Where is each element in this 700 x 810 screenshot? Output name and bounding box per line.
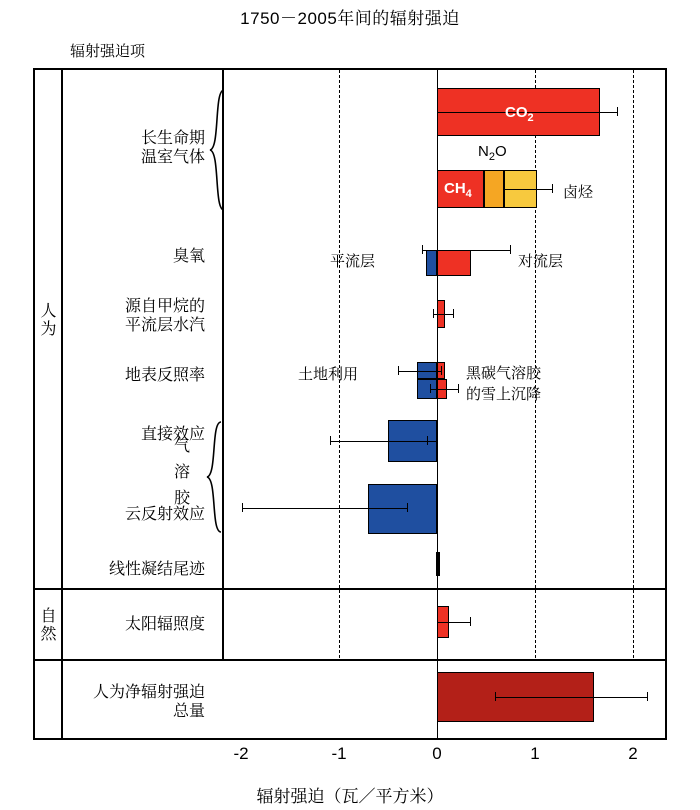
brace-aerosol xyxy=(205,420,225,535)
side-strip-divider xyxy=(61,68,63,740)
errorcap-total-high xyxy=(647,692,648,701)
chart-title: 1750－2005年间的辐射强迫 xyxy=(240,9,460,28)
errorbar-aerosol-direct xyxy=(330,441,437,442)
errorcap-strat-h2o-low xyxy=(433,309,434,318)
gridline-plus2 xyxy=(633,70,634,658)
label-ch4: $CH_4$ xyxy=(444,180,472,200)
errorcap-halocarbons-high xyxy=(552,184,553,193)
errorbar-cloud-albedo xyxy=(242,508,407,509)
errorcap-cloud-low xyxy=(242,503,243,512)
row-label-direct-effect: 直接效应 xyxy=(140,426,205,443)
label-halocarbons: 卤烃 xyxy=(563,184,594,201)
errorcap-direct-low xyxy=(330,436,331,445)
row-label-ozone: 臭氧 xyxy=(172,248,205,265)
label-land-use: 土地利用 xyxy=(298,366,359,383)
xtick-minus2: -2 xyxy=(233,744,249,763)
xtick-plus1: 1 xyxy=(530,744,540,763)
brace-ghg xyxy=(208,88,228,213)
x-axis-label: 辐射强迫（瓦／平方米） xyxy=(256,787,444,806)
errorcap-land-use-high xyxy=(441,366,442,375)
label-n2o: $N_2O$ xyxy=(478,143,507,163)
errorbar-ozone xyxy=(422,250,510,251)
errorbar-solar xyxy=(437,622,470,623)
errorcap-solar-high xyxy=(470,617,471,626)
bar-tropospheric-ozone xyxy=(437,250,471,276)
row-label-solar: 太阳辐照度 xyxy=(124,616,205,633)
plot-frame xyxy=(33,68,667,740)
errorbar-halocarbons xyxy=(504,189,552,190)
row-label-cloud-albedo: 云反射效应 xyxy=(124,506,205,523)
bar-contrails xyxy=(436,552,440,576)
errorcap-co2-high xyxy=(617,107,618,116)
bar-cloud-albedo xyxy=(368,484,437,534)
errorcap-land-use-low xyxy=(398,366,399,375)
column-header: 辐射强迫项 xyxy=(70,43,146,60)
label-tropospheric: 对流层 xyxy=(518,253,564,270)
errorbar-black-carbon xyxy=(430,389,458,390)
row-label-total: 人为净辐射强迫 总量 xyxy=(92,684,205,720)
side-label-anthropogenic: 人为 xyxy=(38,302,55,338)
xtick-plus2: 2 xyxy=(628,744,638,763)
row-label-albedo: 地表反照率 xyxy=(124,367,205,384)
separator-natural-total xyxy=(33,659,667,661)
separator-anthropogenic-natural xyxy=(33,588,667,590)
row-label-ghg: 长生命期 温室气体 xyxy=(140,130,205,166)
label-black-carbon: 黑碳气溶胶 的雪上沉降 xyxy=(466,365,542,403)
errorbar-land-use xyxy=(398,371,441,372)
row-label-strat-h2o: 源自甲烷的 平流层水汽 xyxy=(124,298,205,334)
bar-n2o xyxy=(484,170,504,208)
row-label-aerosol: 气 溶 胶 xyxy=(173,438,190,507)
label-co2: $CO_2$ xyxy=(505,104,534,124)
errorcap-ozone-low xyxy=(422,245,423,254)
errorcap-ozone-high xyxy=(510,245,511,254)
label-stratospheric: 平流层 xyxy=(330,253,376,270)
side-label-natural: 自然 xyxy=(38,607,55,643)
errorbar-strat-h2o xyxy=(433,314,453,315)
errorcap-total-low xyxy=(495,692,496,701)
errorcap-black-carbon-low xyxy=(430,384,431,393)
errorcap-black-carbon-high xyxy=(458,384,459,393)
xtick-minus1: -1 xyxy=(331,744,347,763)
errorcap-cloud-high xyxy=(407,503,408,512)
errorcap-direct-high xyxy=(427,436,428,445)
row-label-contrails: 线性凝结尾迹 xyxy=(108,561,205,578)
errorcap-strat-h2o-high xyxy=(453,309,454,318)
bar-stratospheric-ozone xyxy=(426,250,437,276)
errorbar-total xyxy=(495,697,647,698)
xtick-zero: 0 xyxy=(432,744,442,763)
